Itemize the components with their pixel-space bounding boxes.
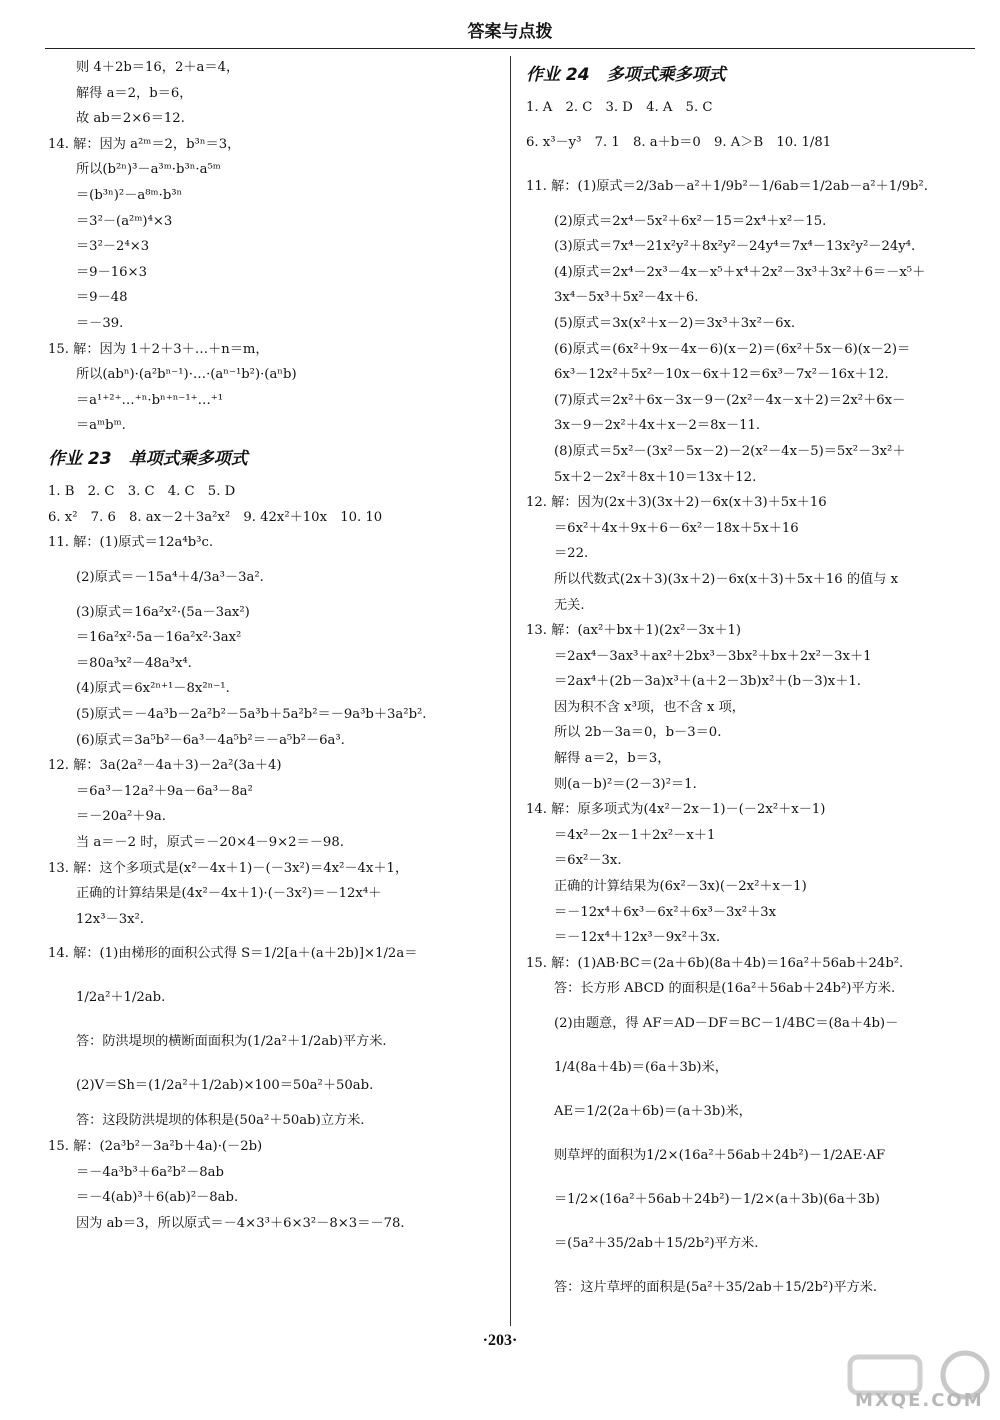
- answer-line: 14. 解：(1)由梯形的面积公式得 S＝1/2[a＋(a＋2b)]×1/2a＝: [48, 946, 418, 962]
- answer-line: ＝－4(ab)³＋6(ab)²－8ab.: [76, 1190, 239, 1206]
- answer-line: 12x³－3x².: [76, 911, 144, 927]
- answer-line: 正确的计算结果为(6x²－3x)(－2x²＋x－1): [554, 879, 807, 895]
- answer-line: 解得 a＝2，b＝3，: [554, 751, 671, 767]
- answer-line: 15. 解：(2a³b²－3a²b＋4a)·(－2b): [48, 1139, 263, 1154]
- answer-line: (2)原式＝2x⁴－5x²＋6x²－15＝2x⁴＋x²－15.: [554, 213, 827, 229]
- right-column: [526, 55, 978, 1310]
- answer-line: 所以(b²ⁿ)³－a³ᵐ·b³ⁿ·a⁵ᵐ: [76, 162, 221, 178]
- answer-line: 3x⁴－5x³＋5x²－4x＋6.: [554, 290, 699, 306]
- answer-line: ＝4x²－2x－1＋2x²－x＋1: [554, 827, 716, 843]
- answer-line: 5x＋2－2x²＋8x＋10＝13x＋12.: [554, 469, 757, 485]
- answer-line: ＝6x²－3x.: [554, 853, 622, 869]
- answer-line: 答：这段防洪堤坝的体积是(50a²＋50ab)立方米.: [76, 1113, 365, 1129]
- answer-line: 6x³－12x²＋5x²－10x－6x＋12＝6x³－7x²－16x＋12.: [554, 367, 889, 383]
- answer-line: (4)原式＝6x²ⁿ⁺¹－8x²ⁿ⁻¹.: [76, 681, 230, 697]
- answer-line: 所以(abⁿ)·(a²bⁿ⁻¹)·…·(aⁿ⁻¹b²)·(aⁿb): [76, 367, 297, 383]
- answer-line: 15. 解：(1)AB·BC＝(2a＋6b)(8a＋4b)＝16a²＋56ab＋24b².: [526, 955, 904, 971]
- answer-line: (6)原式＝3a⁵b²－6a³－4a⁵b²＝－a⁵b²－6a³.: [76, 732, 345, 748]
- answer-line: (2)原式＝－15a⁴＋4/3a³－3a².: [76, 569, 264, 585]
- answer-line: ＝－4a³b³＋6a²b²－8ab: [76, 1164, 224, 1180]
- answer-line: ＝16a²x²·5a－16a²x²·3ax²: [76, 630, 242, 646]
- answer-line: (5)原式＝3x(x²＋x－2)＝3x³＋3x²－6x.: [554, 315, 796, 331]
- column-divider: [510, 56, 511, 1326]
- page-number: ·203·: [482, 1332, 518, 1349]
- answer-line: 11. 解：(1)原式＝12a⁴b³c.: [48, 535, 214, 551]
- answer-line: ＝－12x⁴＋6x³－6x²＋6x³－3x²＋3x: [554, 904, 777, 920]
- answer-line: 12. 解：因为(2x＋3)(3x＋2)－6x(x＋3)＋5x＋16: [526, 495, 827, 511]
- answer-line: 因为积不含 x³项，也不含 x 项，: [554, 699, 745, 715]
- answer-line: ＝9－16×3: [76, 264, 147, 280]
- answer-line: ＝6a³－12a²＋9a－6a³－8a²: [76, 783, 253, 799]
- answer-line: 13. 解：这个多项式是(x²－4x＋1)－(－3x²)＝4x²－4x＋1，: [48, 860, 409, 876]
- answer-line: ＝－39.: [76, 315, 124, 331]
- answer-line: ＝－12x⁴＋12x³－9x²＋3x.: [554, 930, 721, 946]
- answer-line: 则 4＋2b＝16，2＋a＝4，: [76, 60, 240, 75]
- answer-line: ＝80a³x²－48a³x⁴.: [76, 655, 192, 671]
- answer-line: ＝3²－2⁴×3: [76, 239, 150, 255]
- answer-line: 14. 解：原多项式为(4x²－2x－1)－(－2x²＋x－1): [526, 802, 826, 818]
- answer-line: 12. 解：3a(2a²－4a＋3)－2a²(3a＋4): [48, 758, 282, 774]
- answer-line: 当 a＝－2 时，原式＝－20×4－9×2＝－98.: [76, 835, 344, 851]
- answer-line: 则(a－b)²＝(2－3)²＝1.: [554, 776, 697, 792]
- answer-line: ＝aᵐbᵐ.: [76, 418, 126, 434]
- answer-line: 6. x³－y³ 7. 1 8. a＋b＝0 9. A＞B 10. 1/81: [526, 134, 832, 150]
- answer-line: AE＝1/2(2a＋6b)＝(a＋3b)米，: [554, 1104, 752, 1119]
- answer-line: 1. B 2. C 3. C 4. C 5. D: [48, 483, 236, 499]
- watermark-text: MXQE.COM: [855, 1390, 984, 1411]
- answer-line: 1/4(8a＋4b)＝(6a＋3b)米，: [554, 1060, 728, 1075]
- answer-line: 11. 解：(1)原式＝2/3ab－a²＋1/9b²－1/6ab＝1/2ab－a²＋1/9b².: [526, 178, 928, 194]
- answer-line: 所以代数式(2x＋3)(3x＋2)－6x(x＋3)＋5x＋16 的值与 x: [554, 571, 899, 587]
- answer-line: (3)原式＝7x⁴－21x²y²＋8x²y²－24y⁴＝7x⁴－13x²y²－24y⁴.: [554, 239, 916, 255]
- answer-line: (2)V＝Sh＝(1/2a²＋1/2ab)×100＝50a²＋50ab.: [76, 1078, 374, 1094]
- answer-line: 13. 解：(ax²＋bx＋1)(2x²－3x＋1): [526, 623, 742, 639]
- answer-line: ＝(5a²＋35/2ab＋15/2b²)平方米.: [554, 1236, 759, 1251]
- answer-line: 则草坪的面积为1/2×(16a²＋56ab＋24b²)－1/2AE·AF: [554, 1148, 886, 1163]
- answer-line: ＝(b³ⁿ)²－a⁸ᵐ·b³ⁿ: [76, 187, 183, 203]
- answer-line: 无关.: [554, 597, 585, 613]
- answer-line: 1. A 2. C 3. D 4. A 5. C: [526, 100, 713, 115]
- left-column: [48, 55, 500, 1236]
- answer-line: ＝a¹⁺²⁺…⁺ⁿ·bⁿ⁺ⁿ⁻¹⁺…⁺¹: [76, 392, 224, 408]
- answer-line: ＝2ax⁴＋(2b－3a)x³＋(a＋2－3b)x²＋(b－3)x＋1.: [554, 674, 862, 690]
- answer-line: 14. 解：因为 a²ᵐ＝2，b³ⁿ＝3，: [48, 136, 241, 152]
- answer-line: ＝1/2×(16a²＋56ab＋24b²)－1/2×(a＋3b)(6a＋3b): [554, 1192, 880, 1207]
- answer-line: (3)原式＝16a²x²·(5a－3ax²): [76, 604, 250, 620]
- answer-line: ＝3²－(a²ᵐ)⁴×3: [76, 213, 173, 229]
- answer-line: 故 ab＝2×6＝12.: [76, 111, 185, 127]
- answer-line: 15. 解：因为 1＋2＋3＋…＋n＝m，: [48, 341, 269, 357]
- answer-line: (7)原式＝2x²＋6x－3x－9－(2x²－4x－x＋2)＝2x²＋6x－: [554, 392, 906, 408]
- answer-line: (6)原式＝(6x²＋9x－4x－6)(x－2)＝(6x²＋5x－6)(x－2)＝: [554, 341, 911, 357]
- answer-line: (4)原式＝2x⁴－2x³－4x－x⁵＋x⁴＋2x²－3x³＋3x²＋6＝－x⁵＋: [554, 264, 926, 280]
- section-heading: 作业 24 多项式乘多项式: [526, 65, 726, 85]
- answer-line: ＝9－48: [76, 290, 128, 306]
- answer-line: 答：长方形 ABCD 的面积是(16a²＋56ab＋24b²)平方米.: [554, 981, 896, 997]
- answer-line: 答：防洪堤坝的横断面面积为(1/2a²＋1/2ab)平方米.: [76, 1034, 387, 1050]
- answer-line: ＝6x²＋4x＋9x＋6－6x²－18x＋5x＋16: [554, 520, 799, 536]
- answer-line: ＝－20a²＋9a.: [76, 809, 166, 825]
- answer-line: ＝22.: [554, 546, 589, 562]
- answer-line: (5)原式＝－4a³b－2a²b²－5a³b＋5a²b²＝－9a³b＋3a²b².: [76, 707, 427, 723]
- answer-line: 3x－9－2x²＋4x＋x－2＝8x－11.: [554, 418, 761, 434]
- answer-line: 所以 2b－3a＝0，b－3＝0.: [554, 725, 722, 741]
- page-header: 答案与点拨: [45, 18, 975, 49]
- answer-line: 答：这片草坪的面积是(5a²＋35/2ab＋15/2b²)平方米.: [554, 1280, 878, 1295]
- answer-line: 解得 a＝2，b＝6，: [76, 85, 193, 101]
- answer-line: (8)原式＝5x²－(3x²－5x－2)－2(x²－4x－5)＝5x²－3x²＋: [554, 443, 906, 459]
- section-heading: 作业 23 单项式乘多项式: [48, 448, 248, 469]
- answer-line: ＝2ax⁴－3ax³＋ax²＋2bx³－3bx²＋bx＋2x²－3x＋1: [554, 648, 872, 664]
- answer-line: (2)由题意，得 AF＝AD－DF＝BC－1/4BC＝(8a＋4b)－: [554, 1016, 899, 1031]
- answer-line: 1/2a²＋1/2ab.: [76, 990, 166, 1006]
- answer-line: 因为 ab＝3，所以原式＝－4×3³＋6×3²－8×3＝－78.: [76, 1215, 405, 1231]
- answer-line: 6. x² 7. 6 8. ax－2＋3a²x² 9. 42x²＋10x 10. 10: [48, 509, 383, 525]
- answer-line: 正确的计算结果是(4x²－4x＋1)·(－3x²)＝－12x⁴＋: [76, 886, 382, 902]
